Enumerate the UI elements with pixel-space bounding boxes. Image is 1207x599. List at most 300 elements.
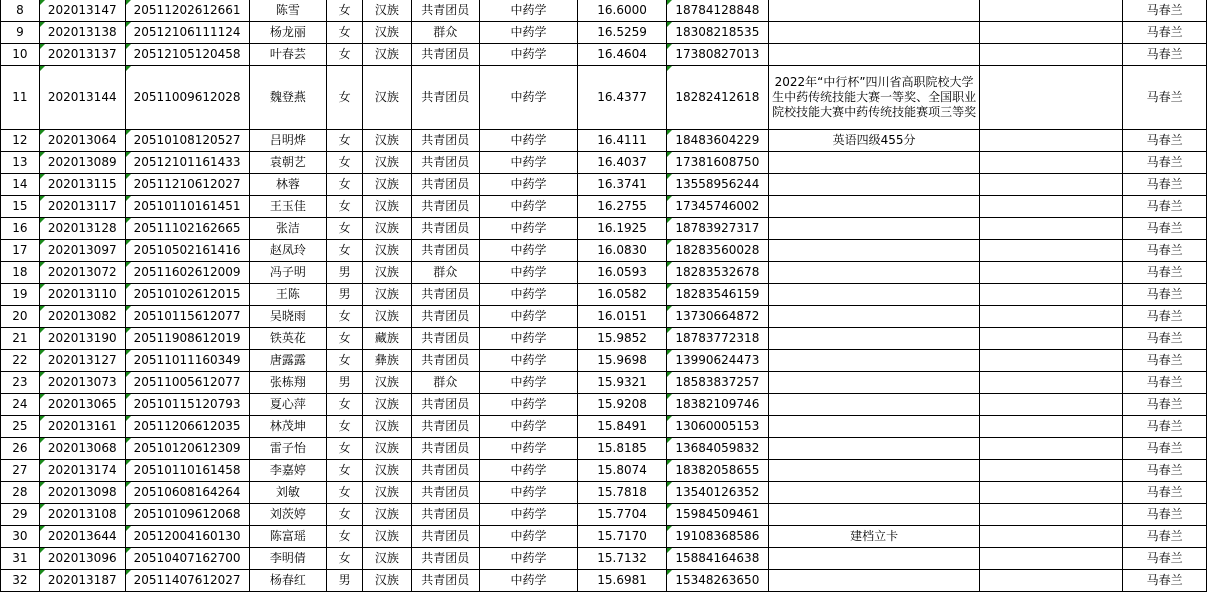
note-cell[interactable] [768, 350, 980, 372]
gender-cell[interactable]: 女 [327, 306, 363, 328]
name-cell[interactable]: 王玉佳 [249, 196, 327, 218]
major-cell[interactable]: 中药学 [479, 262, 578, 284]
note-cell[interactable]: 建档立卡 [768, 526, 980, 548]
empty-cell[interactable] [980, 548, 1123, 570]
gender-cell[interactable]: 女 [327, 526, 363, 548]
phone-cell[interactable]: 18283560028 [666, 240, 768, 262]
gender-cell[interactable]: 女 [327, 350, 363, 372]
name-cell[interactable]: 雷子怡 [249, 438, 327, 460]
gender-cell[interactable]: 男 [327, 284, 363, 306]
gender-cell[interactable]: 女 [327, 66, 363, 130]
row-index-cell[interactable]: 25 [1, 416, 40, 438]
row-index-cell[interactable]: 19 [1, 284, 40, 306]
political-status-cell[interactable]: 共青团员 [411, 66, 479, 130]
exam-id-cell[interactable]: 20510502161416 [125, 240, 249, 262]
major-cell[interactable]: 中药学 [479, 152, 578, 174]
note-cell[interactable] [768, 394, 980, 416]
note-cell[interactable] [768, 548, 980, 570]
score-cell[interactable]: 15.9208 [578, 394, 667, 416]
major-cell[interactable]: 中药学 [479, 218, 578, 240]
exam-id-cell[interactable]: 20511206612035 [125, 416, 249, 438]
teacher-cell[interactable]: 马春兰 [1123, 44, 1207, 66]
name-cell[interactable]: 铁英花 [249, 328, 327, 350]
major-cell[interactable]: 中药学 [479, 482, 578, 504]
empty-cell[interactable] [980, 240, 1123, 262]
score-cell[interactable]: 15.6981 [578, 570, 667, 592]
name-cell[interactable]: 王陈 [249, 284, 327, 306]
note-cell[interactable]: 2022年“中行杯”四川省高职院校大学生中药传统技能大赛一等奖、全国职业院校技能大赛中药传统技能赛项三等奖 [768, 66, 980, 130]
phone-cell[interactable]: 13990624473 [666, 350, 768, 372]
gender-cell[interactable]: 女 [327, 460, 363, 482]
exam-id-cell[interactable]: 20510120612309 [125, 438, 249, 460]
student-id-cell[interactable]: 202013137 [39, 44, 125, 66]
note-cell[interactable] [768, 240, 980, 262]
name-cell[interactable]: 李明倩 [249, 548, 327, 570]
teacher-cell[interactable]: 马春兰 [1123, 0, 1207, 22]
gender-cell[interactable]: 女 [327, 174, 363, 196]
gender-cell[interactable]: 女 [327, 394, 363, 416]
ethnicity-cell[interactable]: 汉族 [363, 306, 412, 328]
gender-cell[interactable]: 女 [327, 240, 363, 262]
student-id-cell[interactable]: 202013174 [39, 460, 125, 482]
phone-cell[interactable]: 15984509461 [666, 504, 768, 526]
gender-cell[interactable]: 女 [327, 130, 363, 152]
ethnicity-cell[interactable]: 汉族 [363, 66, 412, 130]
gender-cell[interactable]: 女 [327, 152, 363, 174]
political-status-cell[interactable]: 共青团员 [411, 416, 479, 438]
empty-cell[interactable] [980, 284, 1123, 306]
phone-cell[interactable]: 17380827013 [666, 44, 768, 66]
phone-cell[interactable]: 18483604229 [666, 130, 768, 152]
score-cell[interactable]: 16.4377 [578, 66, 667, 130]
student-id-cell[interactable]: 202013089 [39, 152, 125, 174]
row-index-cell[interactable]: 10 [1, 44, 40, 66]
empty-cell[interactable] [980, 130, 1123, 152]
empty-cell[interactable] [980, 196, 1123, 218]
row-index-cell[interactable]: 27 [1, 460, 40, 482]
exam-id-cell[interactable]: 20510102612015 [125, 284, 249, 306]
teacher-cell[interactable]: 马春兰 [1123, 284, 1207, 306]
ethnicity-cell[interactable]: 汉族 [363, 22, 412, 44]
row-index-cell[interactable]: 23 [1, 372, 40, 394]
major-cell[interactable]: 中药学 [479, 44, 578, 66]
row-index-cell[interactable]: 8 [1, 0, 40, 22]
score-cell[interactable]: 16.2755 [578, 196, 667, 218]
major-cell[interactable]: 中药学 [479, 504, 578, 526]
row-index-cell[interactable]: 14 [1, 174, 40, 196]
ethnicity-cell[interactable]: 汉族 [363, 152, 412, 174]
exam-id-cell[interactable]: 20511908612019 [125, 328, 249, 350]
exam-id-cell[interactable]: 20510110161458 [125, 460, 249, 482]
gender-cell[interactable]: 男 [327, 372, 363, 394]
score-cell[interactable]: 16.0582 [578, 284, 667, 306]
name-cell[interactable]: 陈雪 [249, 0, 327, 22]
row-index-cell[interactable]: 11 [1, 66, 40, 130]
teacher-cell[interactable]: 马春兰 [1123, 416, 1207, 438]
student-id-cell[interactable]: 202013072 [39, 262, 125, 284]
score-cell[interactable]: 15.7170 [578, 526, 667, 548]
political-status-cell[interactable]: 群众 [411, 372, 479, 394]
score-cell[interactable]: 15.9321 [578, 372, 667, 394]
political-status-cell[interactable]: 共青团员 [411, 570, 479, 592]
note-cell[interactable] [768, 22, 980, 44]
political-status-cell[interactable]: 共青团员 [411, 196, 479, 218]
exam-id-cell[interactable]: 20512004160130 [125, 526, 249, 548]
empty-cell[interactable] [980, 218, 1123, 240]
teacher-cell[interactable]: 马春兰 [1123, 460, 1207, 482]
phone-cell[interactable]: 18783927317 [666, 218, 768, 240]
teacher-cell[interactable]: 马春兰 [1123, 218, 1207, 240]
major-cell[interactable]: 中药学 [479, 284, 578, 306]
empty-cell[interactable] [980, 526, 1123, 548]
student-id-cell[interactable]: 202013065 [39, 394, 125, 416]
note-cell[interactable] [768, 174, 980, 196]
political-status-cell[interactable]: 群众 [411, 262, 479, 284]
ethnicity-cell[interactable]: 汉族 [363, 526, 412, 548]
gender-cell[interactable]: 女 [327, 218, 363, 240]
student-id-cell[interactable]: 202013096 [39, 548, 125, 570]
teacher-cell[interactable]: 马春兰 [1123, 394, 1207, 416]
gender-cell[interactable]: 女 [327, 22, 363, 44]
gender-cell[interactable]: 女 [327, 0, 363, 22]
teacher-cell[interactable]: 马春兰 [1123, 196, 1207, 218]
major-cell[interactable]: 中药学 [479, 174, 578, 196]
phone-cell[interactable]: 17381608750 [666, 152, 768, 174]
empty-cell[interactable] [980, 306, 1123, 328]
student-id-cell[interactable]: 202013128 [39, 218, 125, 240]
political-status-cell[interactable]: 共青团员 [411, 526, 479, 548]
phone-cell[interactable]: 17345746002 [666, 196, 768, 218]
gender-cell[interactable]: 女 [327, 548, 363, 570]
phone-cell[interactable]: 15884164638 [666, 548, 768, 570]
student-id-cell[interactable]: 202013073 [39, 372, 125, 394]
exam-id-cell[interactable]: 20510109612068 [125, 504, 249, 526]
name-cell[interactable]: 袁朝艺 [249, 152, 327, 174]
score-cell[interactable]: 15.9698 [578, 350, 667, 372]
name-cell[interactable]: 冯子明 [249, 262, 327, 284]
note-cell[interactable] [768, 218, 980, 240]
major-cell[interactable]: 中药学 [479, 196, 578, 218]
phone-cell[interactable]: 18282412618 [666, 66, 768, 130]
gender-cell[interactable]: 男 [327, 570, 363, 592]
political-status-cell[interactable]: 共青团员 [411, 306, 479, 328]
exam-id-cell[interactable]: 20512106111124 [125, 22, 249, 44]
exam-id-cell[interactable]: 20511011160349 [125, 350, 249, 372]
student-id-cell[interactable]: 202013098 [39, 482, 125, 504]
student-id-cell[interactable]: 202013117 [39, 196, 125, 218]
row-index-cell[interactable]: 20 [1, 306, 40, 328]
student-id-cell[interactable]: 202013138 [39, 22, 125, 44]
name-cell[interactable]: 张栋翔 [249, 372, 327, 394]
ethnicity-cell[interactable]: 汉族 [363, 504, 412, 526]
student-id-cell[interactable]: 202013190 [39, 328, 125, 350]
empty-cell[interactable] [980, 460, 1123, 482]
political-status-cell[interactable]: 共青团员 [411, 548, 479, 570]
score-cell[interactable]: 16.0830 [578, 240, 667, 262]
political-status-cell[interactable]: 共青团员 [411, 284, 479, 306]
note-cell[interactable] [768, 196, 980, 218]
phone-cell[interactable]: 18382109746 [666, 394, 768, 416]
phone-cell[interactable]: 18308218535 [666, 22, 768, 44]
student-id-cell[interactable]: 202013115 [39, 174, 125, 196]
major-cell[interactable]: 中药学 [479, 526, 578, 548]
empty-cell[interactable] [980, 570, 1123, 592]
name-cell[interactable]: 魏登燕 [249, 66, 327, 130]
major-cell[interactable]: 中药学 [479, 372, 578, 394]
major-cell[interactable]: 中药学 [479, 394, 578, 416]
major-cell[interactable]: 中药学 [479, 570, 578, 592]
phone-cell[interactable]: 13684059832 [666, 438, 768, 460]
political-status-cell[interactable]: 共青团员 [411, 350, 479, 372]
note-cell[interactable] [768, 372, 980, 394]
exam-id-cell[interactable]: 20510110161451 [125, 196, 249, 218]
exam-id-cell[interactable]: 20511210612027 [125, 174, 249, 196]
teacher-cell[interactable]: 马春兰 [1123, 482, 1207, 504]
ethnicity-cell[interactable]: 汉族 [363, 0, 412, 22]
score-cell[interactable]: 15.7132 [578, 548, 667, 570]
political-status-cell[interactable]: 共青团员 [411, 174, 479, 196]
political-status-cell[interactable]: 共青团员 [411, 482, 479, 504]
note-cell[interactable] [768, 152, 980, 174]
name-cell[interactable]: 唐露露 [249, 350, 327, 372]
note-cell[interactable] [768, 44, 980, 66]
political-status-cell[interactable]: 共青团员 [411, 152, 479, 174]
phone-cell[interactable]: 18784128848 [666, 0, 768, 22]
row-index-cell[interactable]: 29 [1, 504, 40, 526]
name-cell[interactable]: 林蓉 [249, 174, 327, 196]
student-id-cell[interactable]: 202013110 [39, 284, 125, 306]
score-cell[interactable]: 16.3741 [578, 174, 667, 196]
teacher-cell[interactable]: 马春兰 [1123, 152, 1207, 174]
score-cell[interactable]: 15.8185 [578, 438, 667, 460]
note-cell[interactable]: 英语四级455分 [768, 130, 980, 152]
ethnicity-cell[interactable]: 汉族 [363, 394, 412, 416]
empty-cell[interactable] [980, 152, 1123, 174]
major-cell[interactable]: 中药学 [479, 438, 578, 460]
teacher-cell[interactable]: 马春兰 [1123, 570, 1207, 592]
name-cell[interactable]: 刘敏 [249, 482, 327, 504]
note-cell[interactable] [768, 284, 980, 306]
empty-cell[interactable] [980, 0, 1123, 22]
ethnicity-cell[interactable]: 藏族 [363, 328, 412, 350]
note-cell[interactable] [768, 438, 980, 460]
score-cell[interactable]: 16.5259 [578, 22, 667, 44]
row-index-cell[interactable]: 31 [1, 548, 40, 570]
empty-cell[interactable] [980, 174, 1123, 196]
exam-id-cell[interactable]: 20510115612077 [125, 306, 249, 328]
row-index-cell[interactable]: 15 [1, 196, 40, 218]
phone-cell[interactable]: 13060005153 [666, 416, 768, 438]
student-id-cell[interactable]: 202013068 [39, 438, 125, 460]
ethnicity-cell[interactable]: 汉族 [363, 196, 412, 218]
name-cell[interactable]: 李嘉婷 [249, 460, 327, 482]
teacher-cell[interactable]: 马春兰 [1123, 526, 1207, 548]
row-index-cell[interactable]: 21 [1, 328, 40, 350]
exam-id-cell[interactable]: 20511407612027 [125, 570, 249, 592]
ethnicity-cell[interactable]: 汉族 [363, 174, 412, 196]
phone-cell[interactable]: 18583837257 [666, 372, 768, 394]
political-status-cell[interactable]: 共青团员 [411, 130, 479, 152]
empty-cell[interactable] [980, 350, 1123, 372]
exam-id-cell[interactable]: 20510108120527 [125, 130, 249, 152]
political-status-cell[interactable]: 共青团员 [411, 504, 479, 526]
ethnicity-cell[interactable]: 汉族 [363, 570, 412, 592]
note-cell[interactable] [768, 482, 980, 504]
gender-cell[interactable]: 男 [327, 262, 363, 284]
teacher-cell[interactable]: 马春兰 [1123, 504, 1207, 526]
empty-cell[interactable] [980, 372, 1123, 394]
empty-cell[interactable] [980, 416, 1123, 438]
gender-cell[interactable]: 女 [327, 44, 363, 66]
empty-cell[interactable] [980, 22, 1123, 44]
empty-cell[interactable] [980, 482, 1123, 504]
note-cell[interactable] [768, 416, 980, 438]
gender-cell[interactable]: 女 [327, 416, 363, 438]
major-cell[interactable]: 中药学 [479, 240, 578, 262]
exam-id-cell[interactable]: 20512101161433 [125, 152, 249, 174]
teacher-cell[interactable]: 马春兰 [1123, 372, 1207, 394]
gender-cell[interactable]: 女 [327, 482, 363, 504]
teacher-cell[interactable]: 马春兰 [1123, 240, 1207, 262]
phone-cell[interactable]: 18283532678 [666, 262, 768, 284]
exam-id-cell[interactable]: 20510608164264 [125, 482, 249, 504]
ethnicity-cell[interactable]: 汉族 [363, 372, 412, 394]
student-id-cell[interactable]: 202013187 [39, 570, 125, 592]
teacher-cell[interactable]: 马春兰 [1123, 548, 1207, 570]
phone-cell[interactable]: 13540126352 [666, 482, 768, 504]
score-cell[interactable]: 16.1925 [578, 218, 667, 240]
teacher-cell[interactable]: 马春兰 [1123, 350, 1207, 372]
empty-cell[interactable] [980, 44, 1123, 66]
exam-id-cell[interactable]: 20511009612028 [125, 66, 249, 130]
student-id-cell[interactable]: 202013144 [39, 66, 125, 130]
major-cell[interactable]: 中药学 [479, 306, 578, 328]
student-id-cell[interactable]: 202013127 [39, 350, 125, 372]
major-cell[interactable]: 中药学 [479, 328, 578, 350]
score-cell[interactable]: 15.7818 [578, 482, 667, 504]
student-id-cell[interactable]: 202013097 [39, 240, 125, 262]
row-index-cell[interactable]: 32 [1, 570, 40, 592]
major-cell[interactable]: 中药学 [479, 548, 578, 570]
name-cell[interactable]: 叶春芸 [249, 44, 327, 66]
note-cell[interactable] [768, 504, 980, 526]
phone-cell[interactable]: 18283546159 [666, 284, 768, 306]
row-index-cell[interactable]: 13 [1, 152, 40, 174]
name-cell[interactable]: 吴晓雨 [249, 306, 327, 328]
score-cell[interactable]: 16.6000 [578, 0, 667, 22]
score-cell[interactable]: 16.4111 [578, 130, 667, 152]
row-index-cell[interactable]: 22 [1, 350, 40, 372]
row-index-cell[interactable]: 28 [1, 482, 40, 504]
row-index-cell[interactable]: 26 [1, 438, 40, 460]
ethnicity-cell[interactable]: 汉族 [363, 548, 412, 570]
row-index-cell[interactable]: 30 [1, 526, 40, 548]
note-cell[interactable] [768, 0, 980, 22]
score-cell[interactable]: 16.4604 [578, 44, 667, 66]
score-cell[interactable]: 16.4037 [578, 152, 667, 174]
teacher-cell[interactable]: 马春兰 [1123, 130, 1207, 152]
row-index-cell[interactable]: 24 [1, 394, 40, 416]
exam-id-cell[interactable]: 20512105120458 [125, 44, 249, 66]
name-cell[interactable]: 张洁 [249, 218, 327, 240]
ethnicity-cell[interactable]: 汉族 [363, 240, 412, 262]
note-cell[interactable] [768, 460, 980, 482]
empty-cell[interactable] [980, 504, 1123, 526]
student-id-cell[interactable]: 202013108 [39, 504, 125, 526]
ethnicity-cell[interactable]: 汉族 [363, 482, 412, 504]
name-cell[interactable]: 陈富瑶 [249, 526, 327, 548]
empty-cell[interactable] [980, 438, 1123, 460]
ethnicity-cell[interactable]: 汉族 [363, 218, 412, 240]
exam-id-cell[interactable]: 20511102162665 [125, 218, 249, 240]
teacher-cell[interactable]: 马春兰 [1123, 66, 1207, 130]
political-status-cell[interactable]: 共青团员 [411, 240, 479, 262]
note-cell[interactable] [768, 328, 980, 350]
major-cell[interactable]: 中药学 [479, 130, 578, 152]
empty-cell[interactable] [980, 328, 1123, 350]
gender-cell[interactable]: 女 [327, 438, 363, 460]
empty-cell[interactable] [980, 262, 1123, 284]
name-cell[interactable]: 赵凤玲 [249, 240, 327, 262]
ethnicity-cell[interactable]: 汉族 [363, 460, 412, 482]
name-cell[interactable]: 杨龙丽 [249, 22, 327, 44]
empty-cell[interactable] [980, 66, 1123, 130]
political-status-cell[interactable]: 共青团员 [411, 218, 479, 240]
empty-cell[interactable] [980, 394, 1123, 416]
name-cell[interactable]: 杨春红 [249, 570, 327, 592]
score-cell[interactable]: 15.7704 [578, 504, 667, 526]
ethnicity-cell[interactable]: 彝族 [363, 350, 412, 372]
ethnicity-cell[interactable]: 汉族 [363, 438, 412, 460]
student-id-cell[interactable]: 202013161 [39, 416, 125, 438]
row-index-cell[interactable]: 18 [1, 262, 40, 284]
phone-cell[interactable]: 15348263650 [666, 570, 768, 592]
name-cell[interactable]: 夏心萍 [249, 394, 327, 416]
teacher-cell[interactable]: 马春兰 [1123, 262, 1207, 284]
political-status-cell[interactable]: 共青团员 [411, 0, 479, 22]
teacher-cell[interactable]: 马春兰 [1123, 328, 1207, 350]
major-cell[interactable]: 中药学 [479, 416, 578, 438]
phone-cell[interactable]: 18382058655 [666, 460, 768, 482]
note-cell[interactable] [768, 262, 980, 284]
major-cell[interactable]: 中药学 [479, 350, 578, 372]
phone-cell[interactable]: 13730664872 [666, 306, 768, 328]
student-id-cell[interactable]: 202013082 [39, 306, 125, 328]
ethnicity-cell[interactable]: 汉族 [363, 44, 412, 66]
ethnicity-cell[interactable]: 汉族 [363, 416, 412, 438]
row-index-cell[interactable]: 16 [1, 218, 40, 240]
phone-cell[interactable]: 18783772318 [666, 328, 768, 350]
row-index-cell[interactable]: 9 [1, 22, 40, 44]
student-id-cell[interactable]: 202013064 [39, 130, 125, 152]
row-index-cell[interactable]: 12 [1, 130, 40, 152]
teacher-cell[interactable]: 马春兰 [1123, 174, 1207, 196]
phone-cell[interactable]: 19108368586 [666, 526, 768, 548]
score-cell[interactable]: 15.8074 [578, 460, 667, 482]
teacher-cell[interactable]: 马春兰 [1123, 22, 1207, 44]
political-status-cell[interactable]: 共青团员 [411, 460, 479, 482]
political-status-cell[interactable]: 群众 [411, 22, 479, 44]
political-status-cell[interactable]: 共青团员 [411, 394, 479, 416]
ethnicity-cell[interactable]: 汉族 [363, 284, 412, 306]
major-cell[interactable]: 中药学 [479, 22, 578, 44]
phone-cell[interactable]: 13558956244 [666, 174, 768, 196]
score-cell[interactable]: 15.8491 [578, 416, 667, 438]
gender-cell[interactable]: 女 [327, 504, 363, 526]
political-status-cell[interactable]: 共青团员 [411, 328, 479, 350]
student-id-cell[interactable]: 202013147 [39, 0, 125, 22]
score-cell[interactable]: 16.0151 [578, 306, 667, 328]
